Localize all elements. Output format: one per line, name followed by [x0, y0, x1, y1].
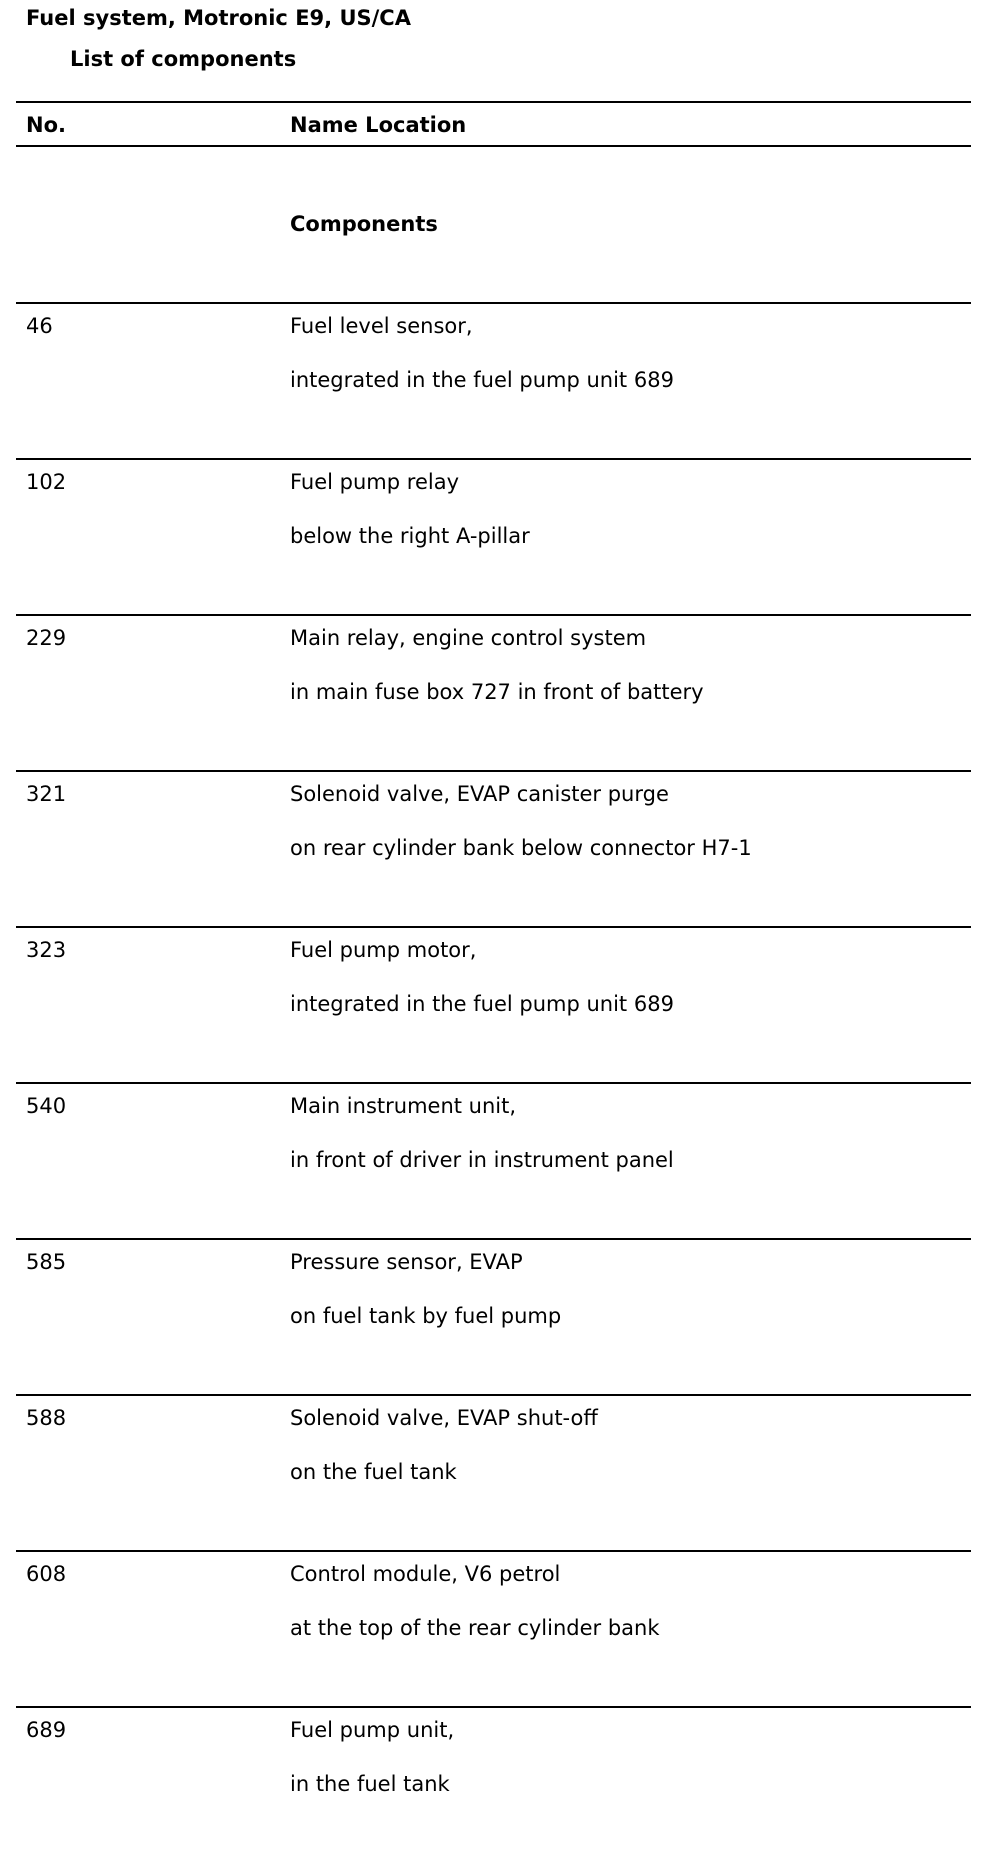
component-number: 588	[26, 1406, 67, 1430]
component-location: in the fuel tank	[290, 1772, 450, 1796]
section-label: Components	[290, 212, 438, 236]
component-location: integrated in the fuel pump unit 689	[290, 368, 674, 392]
column-header-no: No.	[26, 113, 66, 137]
table-row	[16, 1396, 971, 1552]
table-row	[16, 1552, 971, 1708]
component-name: Fuel level sensor,	[290, 314, 473, 338]
table-row	[16, 772, 971, 928]
table-row	[16, 1084, 971, 1240]
component-name: Fuel pump relay	[290, 470, 459, 494]
component-location: integrated in the fuel pump unit 689	[290, 992, 674, 1016]
table-row	[16, 460, 971, 616]
component-name: Control module, V6 petrol	[290, 1562, 561, 1586]
table-row	[16, 304, 971, 460]
component-location: on fuel tank by fuel pump	[290, 1304, 562, 1328]
component-number: 323	[26, 938, 67, 962]
component-number: 321	[26, 782, 67, 806]
component-name: Solenoid valve, EVAP shut-off	[290, 1406, 598, 1430]
table-row	[16, 1240, 971, 1396]
component-name: Main relay, engine control system	[290, 626, 647, 650]
component-number: 608	[26, 1562, 67, 1586]
component-number: 229	[26, 626, 67, 650]
component-name: Pressure sensor, EVAP	[290, 1250, 523, 1274]
component-name: Main instrument unit,	[290, 1094, 517, 1118]
component-location: below the right A-pillar	[290, 524, 530, 548]
component-number: 46	[26, 314, 53, 338]
column-header-name-location: Name Location	[290, 113, 467, 137]
component-location: on rear cylinder bank below connector H7-1	[290, 836, 752, 860]
table-header-row	[16, 101, 971, 147]
component-location: in main fuse box 727 in front of battery	[290, 680, 704, 704]
table-row	[16, 928, 971, 1084]
table-row	[16, 1708, 971, 1864]
component-number: 689	[26, 1718, 67, 1742]
component-location: on the fuel tank	[290, 1460, 457, 1484]
table-row	[16, 616, 971, 772]
components-table	[16, 101, 971, 1864]
section-row-components	[16, 147, 971, 304]
component-location: in front of driver in instrument panel	[290, 1148, 674, 1172]
component-name: Fuel pump motor,	[290, 938, 477, 962]
component-name: Fuel pump unit,	[290, 1718, 455, 1742]
component-name: Solenoid valve, EVAP canister purge	[290, 782, 669, 806]
component-number: 102	[26, 470, 67, 494]
component-number: 585	[26, 1250, 67, 1274]
document-subtitle: List of components	[70, 47, 297, 71]
component-location: at the top of the rear cylinder bank	[290, 1616, 660, 1640]
component-number: 540	[26, 1094, 67, 1118]
document-title: Fuel system, Motronic E9, US/CA	[26, 6, 411, 30]
